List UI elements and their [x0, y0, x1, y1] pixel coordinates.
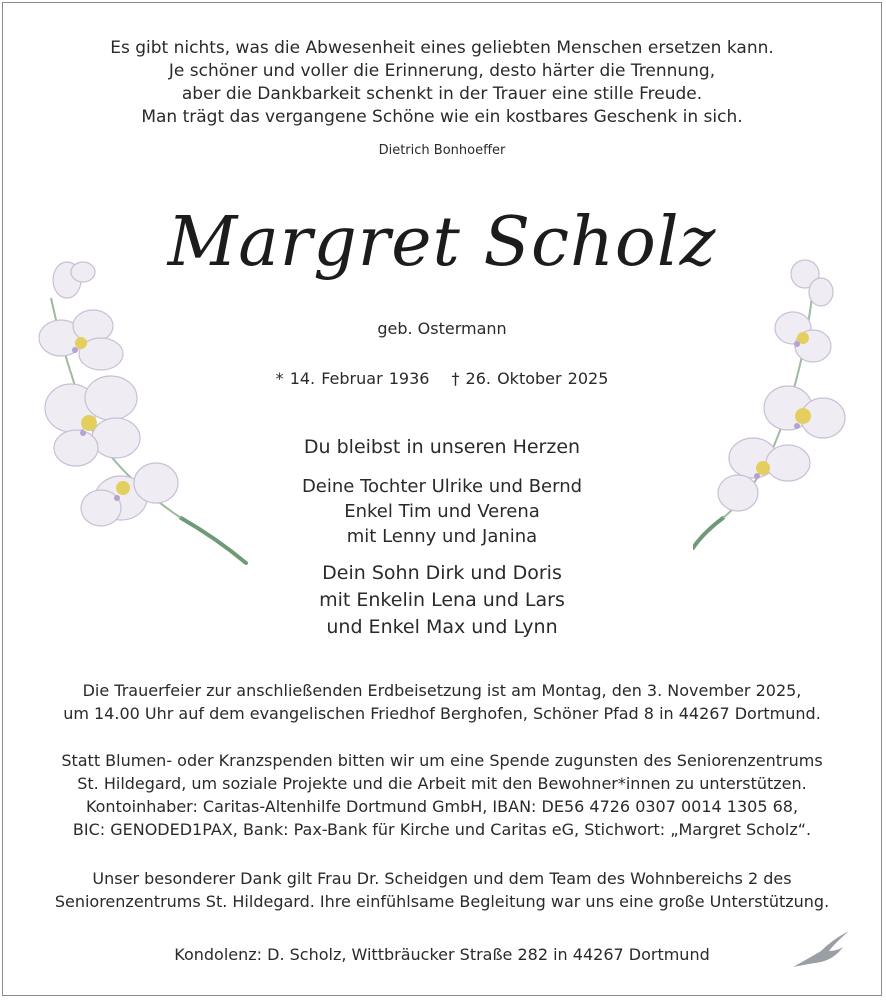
- quote: [3, 37, 881, 129]
- obituary-notice: [2, 2, 882, 996]
- motto: Du bleibst in unseren Herzen: [303, 436, 581, 458]
- swallow-icon: [791, 927, 851, 973]
- condolence-address: Kondolenz: D. Scholz, Wittbräucker Straße 282 in 44267 Dortmund: [174, 945, 710, 964]
- family-group: [3, 474, 881, 549]
- family-group: [3, 560, 881, 641]
- donation-line: Kontoinhaber: Caritas-Altenhilfe Dortmund GmbH, IBAN: DE56 4726 0307 0014 1305 68,: [85, 797, 799, 816]
- quote-author: Dietrich Bonhoeffer: [378, 143, 506, 158]
- family-line: Enkel Tim und Verena: [344, 501, 540, 522]
- funeral-line: um 14.00 Uhr auf dem evangelischen Friedhof Berghofen, Schöner Pfad 8 in 44267 Dortmund.: [63, 704, 821, 723]
- thanks-info: [3, 867, 881, 913]
- funeral-line: Die Trauerfeier zur anschließenden Erdbeisetzung ist am Montag, den 3. November 2025,: [82, 681, 802, 700]
- thanks-line: Seniorenzentrums St. Hildegard. Ihre einfühlsame Begleitung war uns eine große Unterstützung.: [54, 892, 830, 911]
- donation-line: St. Hildegard, um soziale Projekte und die Arbeit mit den Bewohner*innen zu unterstützen.: [77, 774, 807, 793]
- birth-name: geb. Ostermann: [377, 319, 507, 338]
- deceased-name: Margret Scholz: [167, 203, 717, 282]
- thanks-line: Unser besonderer Dank gilt Frau Dr. Scheidgen und dem Team des Wohnbereichs 2 des: [92, 869, 792, 888]
- death-date: † 26. Oktober 2025: [451, 369, 609, 388]
- family-line: Deine Tochter Ulrike und Bernd: [301, 476, 583, 497]
- donation-info: [3, 749, 881, 841]
- family-line: und Enkel Max und Lynn: [326, 616, 558, 638]
- life-dates: [3, 369, 881, 388]
- quote-line: Man trägt das vergangene Schöne wie ein kostbares Geschenk in sich.: [141, 107, 743, 127]
- family-line: mit Enkelin Lena und Lars: [319, 589, 565, 611]
- family-line: Dein Sohn Dirk und Doris: [322, 562, 562, 584]
- quote-line: Es gibt nichts, was die Abwesenheit eines geliebten Menschen ersetzen kann.: [110, 38, 774, 58]
- family-line: mit Lenny und Janina: [346, 526, 538, 547]
- birth-date: * 14. Februar 1936: [275, 369, 430, 388]
- quote-line: Je schöner und voller die Erinnerung, desto härter die Trennung,: [168, 61, 716, 81]
- quote-line: aber die Dankbarkeit schenkt in der Trauer eine stille Freude.: [181, 84, 703, 104]
- donation-line: Statt Blumen- oder Kranzspenden bitten wir um eine Spende zugunsten des Seniorenzentrums: [61, 751, 823, 770]
- donation-line: BIC: GENODED1PAX, Bank: Pax-Bank für Kirche und Caritas eG, Stichwort: „Margret Scholz“.: [72, 820, 812, 839]
- funeral-info: [3, 679, 881, 725]
